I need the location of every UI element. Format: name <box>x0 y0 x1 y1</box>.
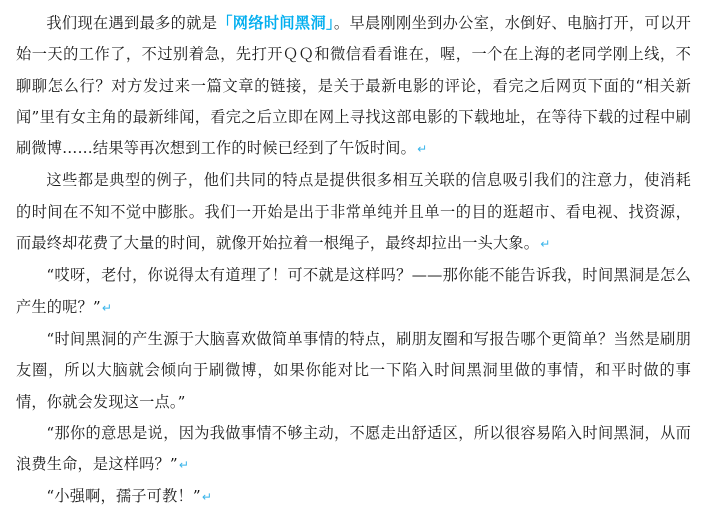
text-run: “小强啊，孺子可教！” <box>46 487 201 506</box>
text-run: “哎呀，老付，你说得太有道理了！可不就是这样吗？——那你能不能告诉我，时间黑洞是怎么产生的呢？” <box>16 266 691 316</box>
text-run: “时间黑洞的产生源于大脑喜欢做简单事情的特点，刷朋友圈和写报告哪个更简单？当然是刷朋友圈，所以大脑就会倾向于刷微博，如果你能对比一下陷入时间黑洞里做的事情，和平时做的事情，你就会发现这一点。” <box>16 329 691 411</box>
paragraph <box>16 165 691 260</box>
paragraph-mark: ↵ <box>178 458 190 473</box>
paragraph-mark: ↵ <box>540 237 551 252</box>
paragraph <box>16 260 691 324</box>
highlighted-term: 「网络时间黑洞」 <box>217 14 334 32</box>
text-run: “那你的意思是说，因为我做事情不够主动，不愿走出舒适区，所以很容易陷入时间黑洞，从而浪费生命，是这样吗？” <box>16 423 691 474</box>
paragraph-mark: ↵ <box>101 300 113 315</box>
text-run: 我们现在遇到最多的就是 <box>46 14 218 32</box>
paragraph <box>16 418 691 482</box>
paragraph <box>16 481 691 513</box>
paragraph-mark: ↵ <box>201 490 213 505</box>
paragraph <box>16 8 691 165</box>
text-run: 这些都是典型的例子，他们共同的特点是提供很多相互关联的信息吸引我们的注意力，使消耗的时间在不知不觉中膨胀。我们一开始是出于非常单纯并且单一的目的逛超市、看电视、找资源，而最终却花费了大量的时间，就像开始拉着一根绳子，最终却拉出一头大象。 <box>16 171 691 253</box>
text-run: 。早晨刚刚坐到办公室，水倒好、电脑打开，可以开始一天的工作了，不过别着急，先打开ＱＱ和微信看看谁在，喔，一个在上海的老同学刚上线，不聊聊怎么行？对方发过来一篇文章的链接，是关于最新电影的评论，看完之后网页下面的“相关新闻”里有女主角的最新绯闻，看完之后立即在网上寻找这部电影的下载地址，在等待下载的过程中刷刷微博……结果等再次想到工作的时候已经到了午饭时间。 <box>16 14 691 158</box>
paragraph-mark: ↵ <box>417 142 428 157</box>
paragraph <box>16 324 691 418</box>
paragraph-container <box>16 8 691 514</box>
